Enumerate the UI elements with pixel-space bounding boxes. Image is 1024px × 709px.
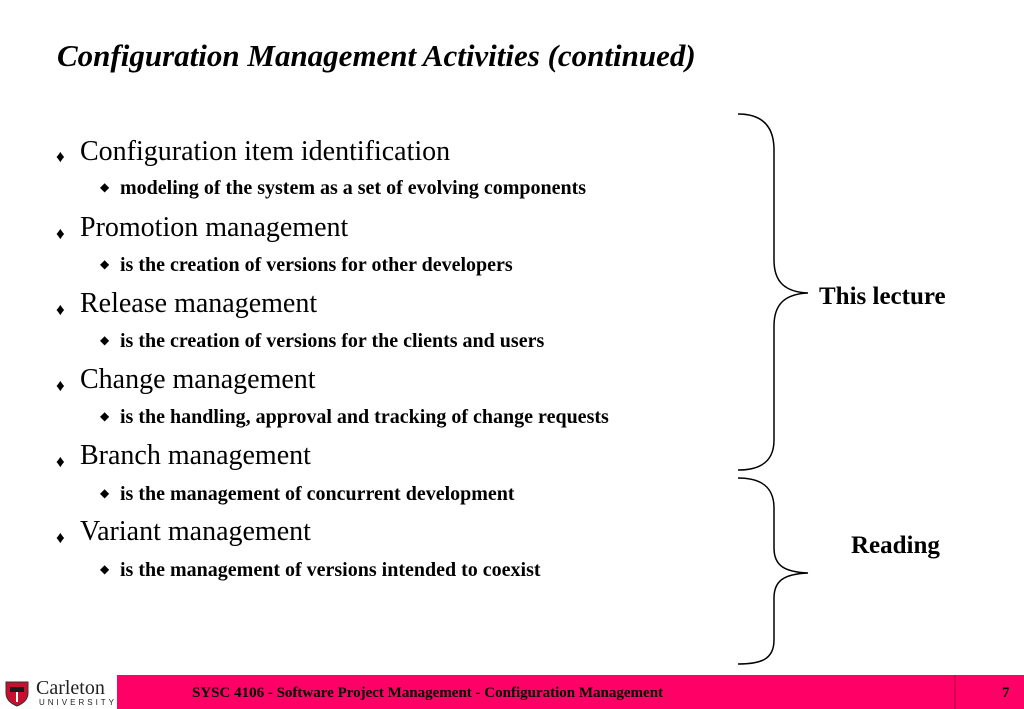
sub-bullet-icon: ◆ (100, 562, 110, 576)
activity-detail: modeling of the system as a set of evolving components (120, 177, 587, 199)
page-number: 7 (1002, 685, 1010, 701)
course-title: SYSC 4106 - Software Project Management - Configuration Management (192, 685, 664, 701)
activity-detail: is the creation of versions for other developers (120, 254, 513, 276)
activity-detail: is the creation of versions for the clients and users (120, 330, 545, 352)
diamond-bullet-icon: ♦ (56, 376, 65, 395)
activity-label: Variant management (80, 516, 311, 547)
carleton-logo (3, 677, 118, 707)
slide-footer (0, 675, 1024, 709)
sub-bullet-icon: ◆ (100, 486, 110, 500)
activity-detail: is the management of concurrent development (120, 483, 515, 505)
sub-bullet-icon: ◆ (100, 409, 110, 423)
shield-icon (3, 679, 31, 707)
diamond-bullet-icon: ♦ (56, 300, 65, 319)
diamond-bullet-icon: ♦ (56, 147, 65, 166)
diamond-bullet-icon: ♦ (56, 528, 65, 547)
slide-title: Configuration Management Activities (continued) (57, 38, 696, 73)
reading-brace (738, 478, 808, 664)
sub-bullet-icon: ◆ (100, 333, 110, 347)
logo-wordmark: Carleton (36, 677, 105, 699)
activity-label: Release management (80, 288, 318, 319)
footer-divider (954, 675, 956, 709)
diamond-bullet-icon: ♦ (56, 452, 65, 471)
reading-label: Reading (851, 532, 940, 559)
this-lecture-brace (738, 114, 808, 470)
activity-label: Change management (80, 364, 316, 395)
sub-bullet-icon: ◆ (100, 180, 110, 194)
activity-label: Configuration item identification (80, 136, 451, 167)
activity-label: Promotion management (80, 212, 349, 243)
footer-bar (117, 675, 1024, 709)
activity-label: Branch management (80, 440, 311, 471)
activity-detail: is the handling, approval and tracking of change requests (120, 406, 609, 428)
diamond-bullet-icon: ♦ (56, 224, 65, 243)
this-lecture-label: This lecture (819, 283, 946, 310)
sub-bullet-icon: ◆ (100, 257, 110, 271)
activity-detail: is the management of versions intended to coexist (120, 559, 541, 581)
grouping-braces (730, 110, 820, 670)
logo-subtitle: UNIVERSITY (39, 698, 118, 707)
